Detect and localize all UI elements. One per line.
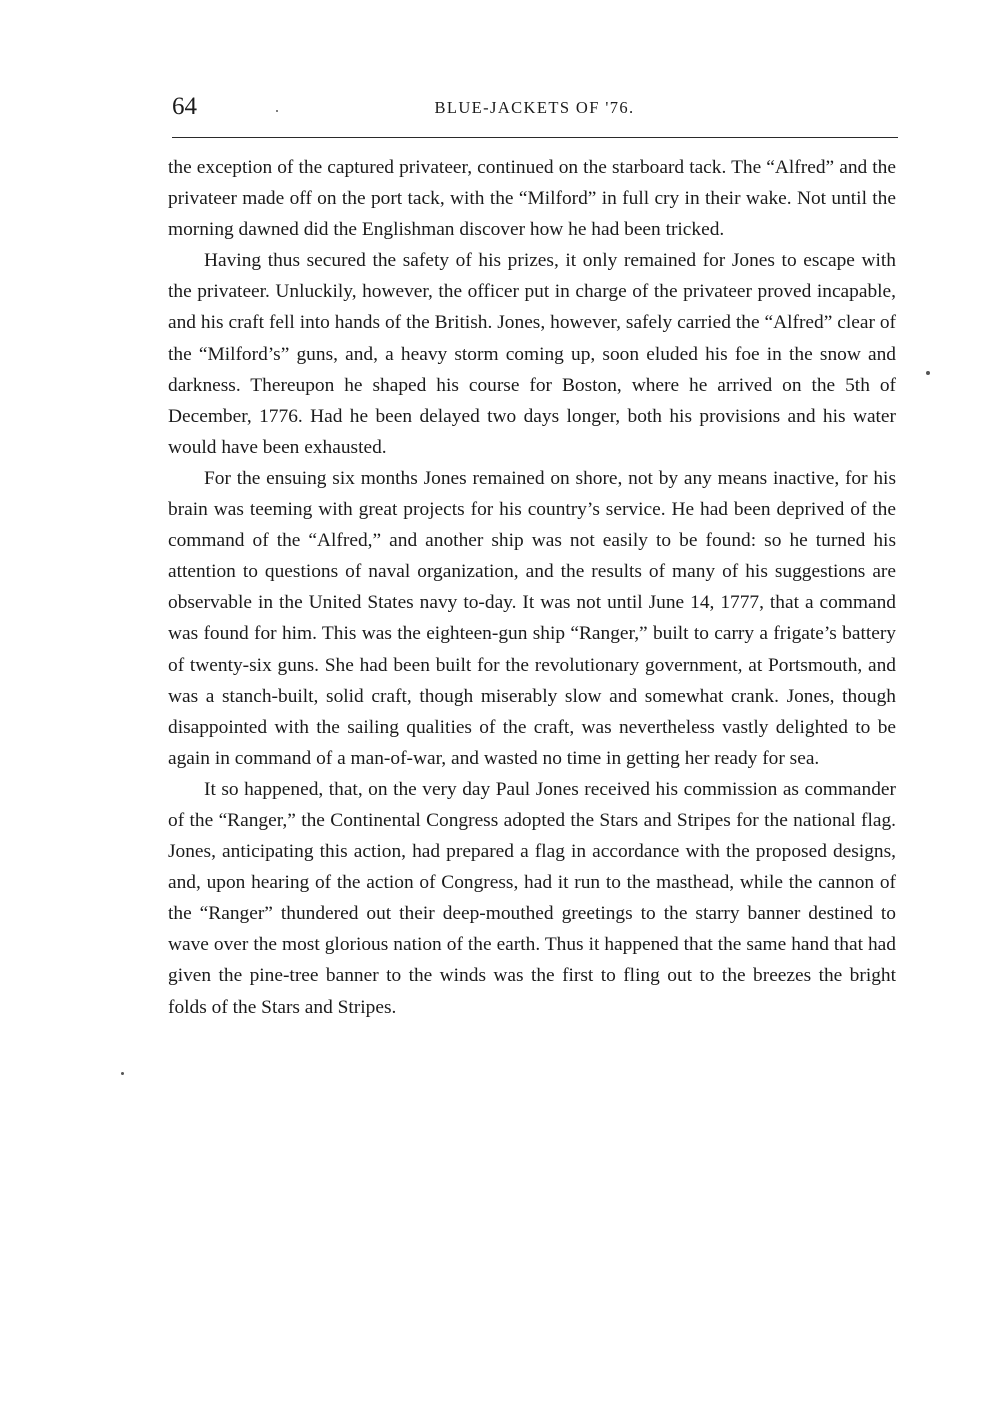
header-rule (172, 137, 898, 138)
scan-speck (121, 1072, 124, 1075)
body-text (168, 152, 896, 1023)
scan-speck (926, 371, 930, 375)
page-number: 64 (172, 93, 197, 120)
paragraph: It so happened, that, on the very day Paul Jones received his commission as commander of the “Ranger,” the Continental Congress adopted the Stars and Stripes for the national flag. Jones, anticipating this action, had prepared a flag in accordance with the proposed designs, and, upon hearing of the action of Congress, had it run to the masthead, while the cannon of the “Ranger” thundered out their deep-mouthed greetings to the starry banner destined to wave over the most glorious nation of the earth. Thus it happened that the same hand that had given the pine-tree banner to the winds was the first to fling out to the breezes the bright folds of the Stars and Stripes. (168, 778, 896, 1018)
paragraph-continued: the exception of the captured privateer, continued on the starboard tack. The “Alfred” and the privateer made off on the port tack, with the “Milford” in full cry in their wake. Not until the morning dawned did the Englishman discover how he had been tricked. (168, 157, 896, 241)
paragraph: Having thus secured the safety of his prizes, it only remained for Jones to escape with the privateer. Unluckily, however, the officer put in charge of the privateer proved incapable, and his craft fell into hands of the British. Jones, however, safely carried the “Alfred” clear of the “Milford’s” guns, and, a heavy storm coming up, soon eluded his foe in the snow and darkness. Thereupon he shaped his course for Boston, where he arrived on the 5th of December, 1776. Had he been delayed two days longer, both his provisions and his water would have been exhausted. (168, 250, 896, 458)
page-header (172, 92, 897, 128)
running-head: BLUE-JACKETS OF '76. (434, 98, 635, 117)
paragraph: For the ensuing six months Jones remained on shore, not by any means inactive, for his brain was teeming with great projects for his country’s service. He had been deprived of the command of the “Alfred,” and another ship was not easily to be found: so he turned his attention to questions of naval organization, and the results of many of his suggestions are observable in the United States navy to-day. It was not until June 14, 1777, that a command was found for him. This was the eighteen-gun ship “Ranger,” built to carry a frigate’s battery of twenty-six guns. She had been built for the revolutionary government, at Portsmouth, and was a stanch-built, solid craft, though miserably slow and somewhat crank. Jones, though disappointed with the sailing qualities of the craft, was nevertheless vastly delighted to be again in command of a man-of-war, and wasted no time in getting her ready for sea. (168, 467, 896, 769)
scan-speck (276, 110, 278, 112)
